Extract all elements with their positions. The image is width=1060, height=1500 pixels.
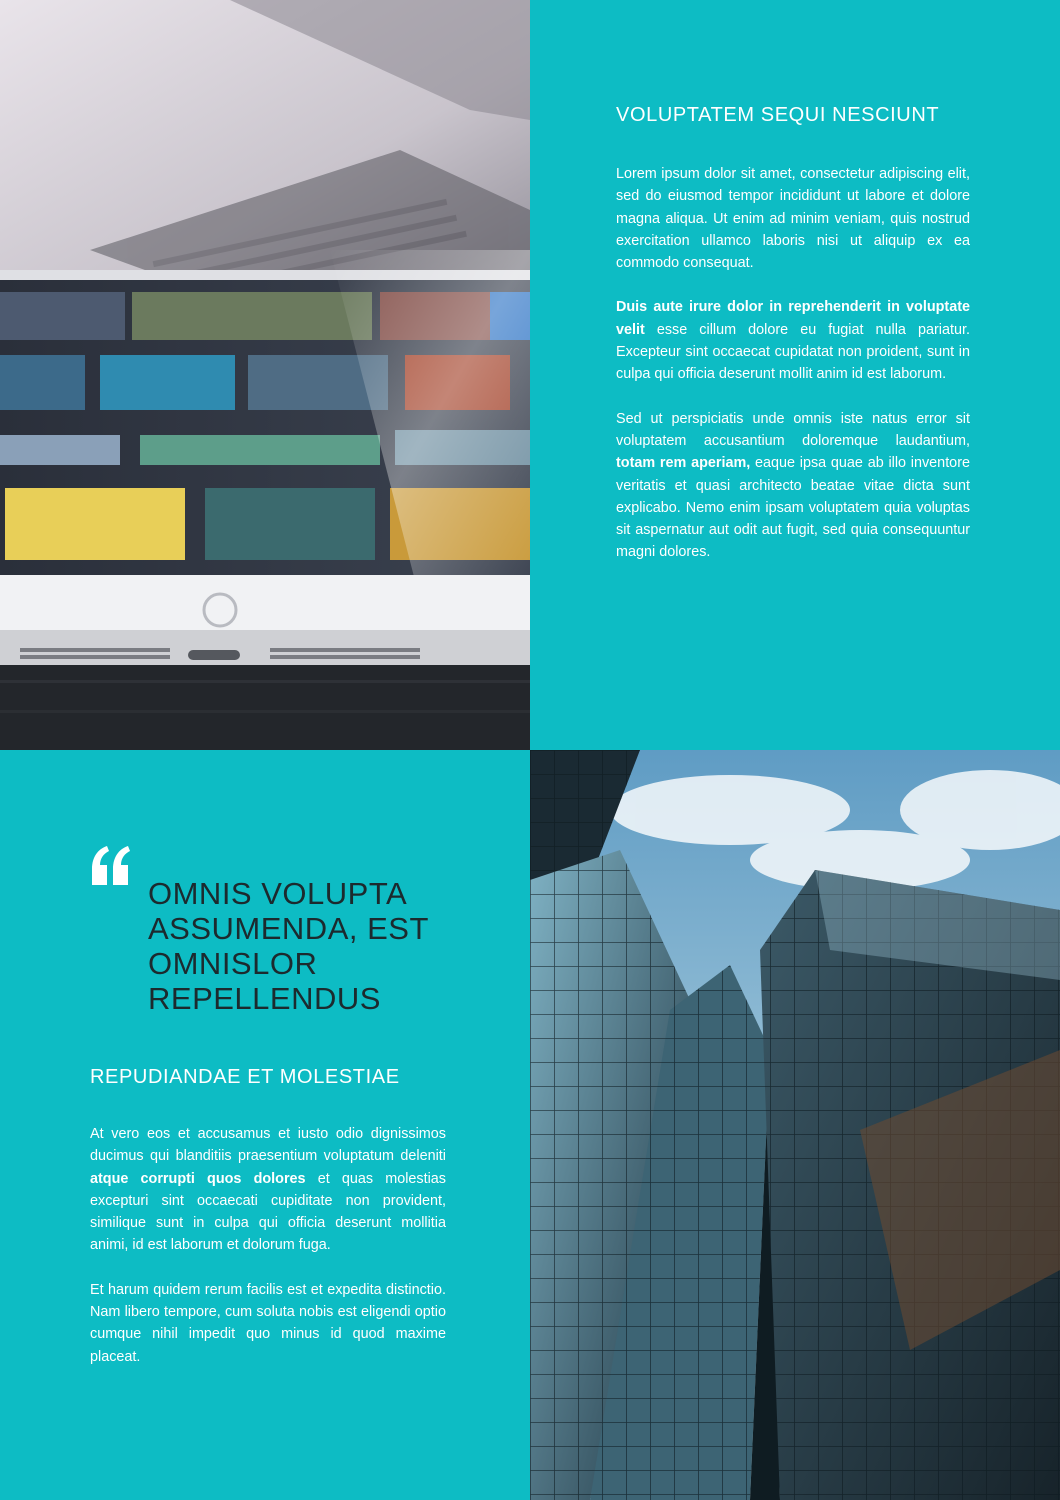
paragraph-4-start: At vero eos et accusamus et iusto odio dignissimos ducimus qui blanditiis praesentium voluptatum deleniti bbox=[90, 1126, 446, 1165]
intro-content bbox=[616, 104, 970, 586]
paragraph-2 bbox=[616, 296, 970, 385]
intro-panel bbox=[530, 0, 1060, 750]
paragraph-2-rest: esse cillum dolore eu fugiat nulla pariatur. Excepteur sint occaecat cupidatat non proident, sunt in culpa qui officia deserunt mollit anim id est laborum. bbox=[616, 321, 970, 383]
paragraph-4-end: et quas molestias excepturi sint occaecati cupiditate non provident, similique sunt in culpa qui officia deserunt mollitia animi, id est laborum et dolorum fuga. bbox=[90, 1170, 447, 1254]
paragraph-3-start: Sed ut perspiciatis unde omnis iste natus error sit voluptatem accusantium doloremque laudantium, bbox=[616, 410, 970, 449]
paragraph-1: Lorem ipsum dolor sit amet, consectetur adipiscing elit, sed do eiusmod tempor incididunt ut labore et dolore magna aliqua. Ut enim ad minim veniam, quis nostrud exercitation ullamco laboris nisi ut aliquip ex ea commodo consequat. bbox=[616, 166, 970, 272]
paragraph-3-end: eaque ipsa quae ab illo inventore veritatis et quasi architecto beatae vitae dicta sunt explicabo. Nemo enim ipsam voluptatem quia voluptas sit aspernatur aut odit aut fugit, sed quia consequuntur magni dolores. bbox=[616, 455, 970, 561]
section-heading: VOLUPTATEM SEQUI NESCIUNT bbox=[616, 104, 940, 126]
paragraph-4 bbox=[90, 1123, 446, 1257]
molestiae-content bbox=[90, 1066, 446, 1390]
paragraph-4-bold: atque corrupti quos dolores bbox=[90, 1170, 306, 1187]
paragraph-3 bbox=[616, 408, 970, 564]
quote-mark-icon bbox=[88, 845, 132, 885]
paragraph-3-bold: totam rem aperiam, bbox=[616, 455, 751, 472]
tablet-photo bbox=[0, 0, 530, 750]
paragraph-5: Et harum quidem rerum facilis est et expedita distinctio. Nam libero tempore, cum soluta nobis est eligendi optio cumque nihil impedit quo minus id quod maxime placeat. bbox=[90, 1281, 446, 1365]
pull-quote: OMNIS VOLUPTA ASSUMENDA, EST OMNISLOR REPELLENDUS bbox=[148, 876, 429, 1016]
paragraph-2-bold: Duis aute irure dolor in reprehenderit in voluptate velit bbox=[616, 299, 970, 338]
quote-panel bbox=[0, 750, 530, 1500]
skyscraper-photo bbox=[530, 750, 1060, 1500]
section-heading-2: REPUDIANDAE ET MOLESTIAE bbox=[90, 1066, 400, 1088]
